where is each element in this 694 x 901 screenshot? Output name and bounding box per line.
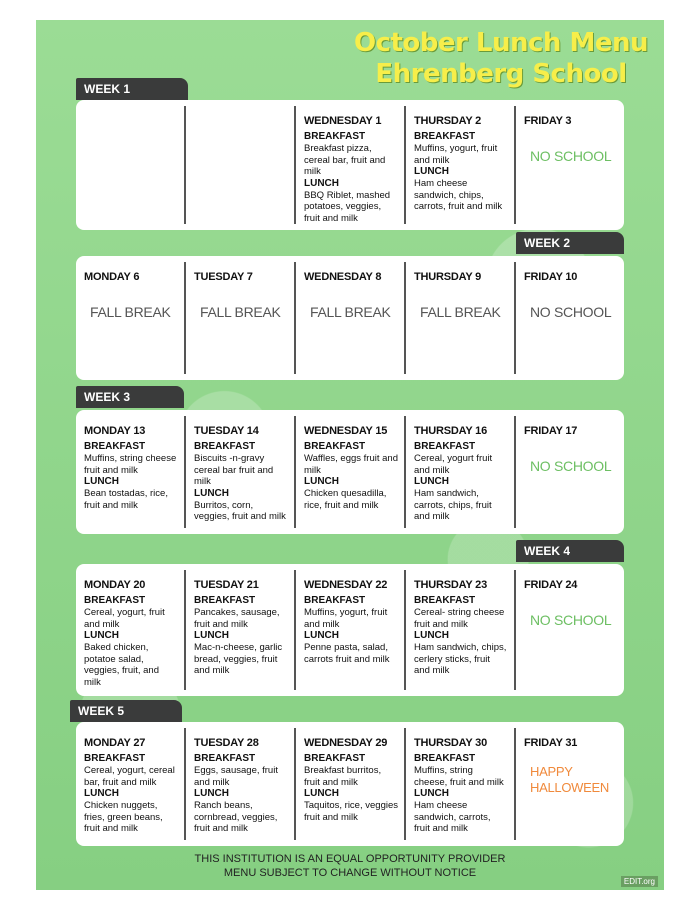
- breakfast-label: BREAKFAST: [84, 595, 146, 606]
- day-heading: TUESDAY 28: [194, 737, 259, 749]
- day-cell-thursday-30: [406, 728, 516, 840]
- breakfast-label: BREAKFAST: [194, 441, 256, 452]
- day-cell: [186, 106, 296, 224]
- day-heading: THURSDAY 23: [414, 579, 487, 591]
- day-heading: MONDAY 13: [84, 425, 146, 437]
- lunch-label: LUNCH: [304, 788, 339, 799]
- breakfast-label: BREAKFAST: [194, 753, 256, 764]
- week-4-row: [76, 564, 624, 696]
- day-cell-friday-10: [516, 262, 624, 374]
- day-heading: FRIDAY 3: [524, 115, 572, 127]
- day-cell-wednesday-22: [296, 570, 406, 690]
- lunch-items: Ham cheese sandwich, carrots, fruit and milk: [414, 800, 491, 834]
- lunch-label: LUNCH: [304, 177, 339, 189]
- day-heading: THURSDAY 9: [414, 271, 482, 283]
- breakfast-items: Waffles, eggs fruit and milk: [304, 453, 398, 476]
- day-cell-friday-31: [516, 728, 624, 840]
- day-heading: TUESDAY 7: [194, 271, 253, 283]
- footer-line-1: THIS INSTITUTION IS AN EQUAL OPPORTUNITY PROVIDER: [194, 853, 506, 865]
- day-heading: THURSDAY 16: [414, 425, 487, 437]
- day-heading: FRIDAY 31: [524, 737, 578, 749]
- day-heading: TUESDAY 21: [194, 579, 259, 591]
- day-heading: THURSDAY 2: [414, 115, 482, 127]
- day-cell-wednesday-1: [296, 106, 406, 224]
- week-1-row: [76, 100, 624, 230]
- day-heading: FRIDAY 10: [524, 271, 578, 283]
- lunch-label: LUNCH: [304, 630, 339, 641]
- breakfast-items: Pancakes, sausage, fruit and milk: [194, 607, 280, 630]
- breakfast-items: Cereal, yogurt, fruit and milk: [84, 607, 165, 630]
- status-fall-break: FALL BREAK: [200, 304, 281, 320]
- lunch-label: LUNCH: [84, 630, 119, 641]
- lunch-label: LUNCH: [414, 788, 449, 799]
- day-cell-friday-17: [516, 416, 624, 528]
- day-cell-monday-27: [76, 728, 186, 840]
- lunch-items: Bean tostadas, rice, fruit and milk: [84, 488, 168, 511]
- watermark: EDIT.org: [621, 876, 658, 887]
- lunch-items: Chicken nuggets, fries, green beans, fruit and milk: [84, 800, 163, 834]
- day-heading: MONDAY 27: [84, 737, 146, 749]
- breakfast-label: BREAKFAST: [304, 441, 366, 452]
- day-heading: MONDAY 6: [84, 271, 140, 283]
- footer-line-2: MENU SUBJECT TO CHANGE WITHOUT NOTICE: [223, 867, 477, 879]
- day-heading: THURSDAY 30: [414, 737, 487, 749]
- day-cell-wednesday-8: [296, 262, 406, 374]
- breakfast-items: Cereal, yogurt fruit and milk: [414, 453, 493, 476]
- breakfast-label: BREAKFAST: [414, 753, 476, 764]
- lunch-label: LUNCH: [194, 788, 229, 799]
- lunch-label: LUNCH: [84, 788, 119, 799]
- breakfast-label: BREAKFAST: [304, 753, 366, 764]
- day-cell-thursday-9: [406, 262, 516, 374]
- lunch-items: Ham sandwich, carrots, chips, fruit and milk: [414, 488, 492, 522]
- day-cell-thursday-2: [406, 106, 516, 224]
- breakfast-items: Breakfast burritos, fruit and milk: [304, 765, 382, 788]
- week-4-tab: WEEK 4: [516, 540, 624, 562]
- day-cell-tuesday-14: [186, 416, 296, 528]
- title-line-2: Ehrenberg School: [375, 59, 627, 89]
- breakfast-label: BREAKFAST: [414, 595, 476, 606]
- lunch-label: LUNCH: [84, 476, 119, 487]
- lunch-label: LUNCH: [414, 166, 449, 177]
- day-heading: TUESDAY 14: [194, 425, 259, 437]
- breakfast-label: BREAKFAST: [84, 753, 146, 764]
- lunch-items: Chicken quesadilla, rice, fruit and milk: [304, 488, 387, 511]
- day-cell-tuesday-7: [186, 262, 296, 374]
- week-2-row: [76, 256, 624, 380]
- menu-title: [338, 28, 664, 100]
- breakfast-label: BREAKFAST: [414, 131, 476, 142]
- day-cell-thursday-23: [406, 570, 516, 690]
- breakfast-items: Cereal, yogurt, cereal bar, fruit and milk: [84, 765, 175, 788]
- lunch-items: Penne pasta, salad, carrots fruit and milk: [304, 642, 390, 665]
- day-cell-monday-13: [76, 416, 186, 528]
- day-cell-tuesday-21: [186, 570, 296, 690]
- day-cell-wednesday-29: [296, 728, 406, 840]
- day-heading: FRIDAY 17: [524, 425, 578, 437]
- lunch-items: Taquitos, rice, veggies fruit and milk: [304, 800, 398, 823]
- day-cell-wednesday-15: [296, 416, 406, 528]
- lunch-label: LUNCH: [414, 476, 449, 487]
- breakfast-items: Biscuits -n-gravy cereal bar fruit and milk: [194, 453, 274, 487]
- week-5-row: [76, 722, 624, 846]
- lunch-label: LUNCH: [414, 630, 449, 641]
- week-1-tab: WEEK 1: [76, 78, 188, 100]
- breakfast-label: BREAKFAST: [84, 441, 146, 452]
- breakfast-items: Muffins, yogurt, fruit and milk: [414, 143, 498, 166]
- day-cell-thursday-16: [406, 416, 516, 528]
- day-heading: WEDNESDAY 29: [304, 737, 388, 749]
- lunch-label: LUNCH: [194, 630, 229, 641]
- status-no-school: NO SCHOOL: [530, 304, 612, 320]
- lunch-label: LUNCH: [304, 476, 339, 487]
- breakfast-items: Breakfast pizza, cereal bar, fruit and milk: [304, 143, 386, 177]
- week-3-tab: WEEK 3: [76, 386, 184, 408]
- breakfast-items: Muffins, yogurt, fruit and milk: [304, 607, 388, 630]
- week-2-tab: WEEK 2: [516, 232, 624, 254]
- day-cell-monday-6: [76, 262, 186, 374]
- day-cell: [76, 106, 186, 224]
- breakfast-label: BREAKFAST: [194, 595, 256, 606]
- day-heading: FRIDAY 24: [524, 579, 578, 591]
- lunch-items: Burritos, corn, veggies, fruit and milk: [194, 499, 286, 522]
- status-no-school: NO SCHOOL: [530, 612, 612, 628]
- day-heading: WEDNESDAY 15: [304, 425, 388, 437]
- status-no-school: NO SCHOOL: [530, 148, 612, 164]
- day-heading: WEDNESDAY 1: [304, 115, 382, 127]
- breakfast-label: BREAKFAST: [304, 595, 366, 606]
- day-heading: WEDNESDAY 22: [304, 579, 388, 591]
- lunch-items: Ham sandwich, chips, cerlery sticks, fruit and milk: [414, 642, 507, 676]
- breakfast-items: Cereal- string cheese fruit and milk: [414, 607, 505, 630]
- lunch-items: Ham cheese sandwich, chips, carrots, fruit and milk: [414, 178, 503, 212]
- lunch-items: Baked chicken, potatoe salad, veggies, fruit, and milk: [84, 642, 159, 688]
- lunch-items: Ranch beans, cornbread, veggies, fruit and milk: [194, 800, 278, 834]
- week-5-tab: WEEK 5: [70, 700, 182, 722]
- day-cell-friday-24: [516, 570, 624, 690]
- title-line-1: October Lunch Menu: [353, 28, 648, 58]
- status-fall-break: FALL BREAK: [310, 304, 391, 320]
- breakfast-label: BREAKFAST: [304, 131, 366, 142]
- day-cell-monday-20: [76, 570, 186, 690]
- day-heading: MONDAY 20: [84, 579, 146, 591]
- breakfast-items: Muffins, string cheese fruit and milk: [84, 453, 177, 476]
- status-fall-break: FALL BREAK: [420, 304, 501, 320]
- breakfast-label: BREAKFAST: [414, 441, 476, 452]
- status-fall-break: FALL BREAK: [90, 304, 171, 320]
- status-no-school: NO SCHOOL: [530, 458, 612, 474]
- lunch-label: LUNCH: [194, 487, 229, 499]
- lunch-items: BBQ Riblet, mashed potatoes, veggies, fruit and milk: [304, 189, 391, 224]
- day-heading: WEDNESDAY 8: [304, 271, 382, 283]
- status-halloween: HAPPY HALLOWEEN: [530, 764, 609, 795]
- footer-notice: [36, 852, 664, 880]
- week-3-row: [76, 410, 624, 534]
- breakfast-items: Muffins, string cheese, fruit and milk: [414, 765, 504, 788]
- lunch-items: Mac-n-cheese, garlic bread, veggies, fruit and milk: [194, 642, 283, 676]
- day-cell-tuesday-28: [186, 728, 296, 840]
- breakfast-items: Eggs, sausage, fruit and milk: [194, 765, 278, 788]
- day-cell-friday-3: [516, 106, 624, 224]
